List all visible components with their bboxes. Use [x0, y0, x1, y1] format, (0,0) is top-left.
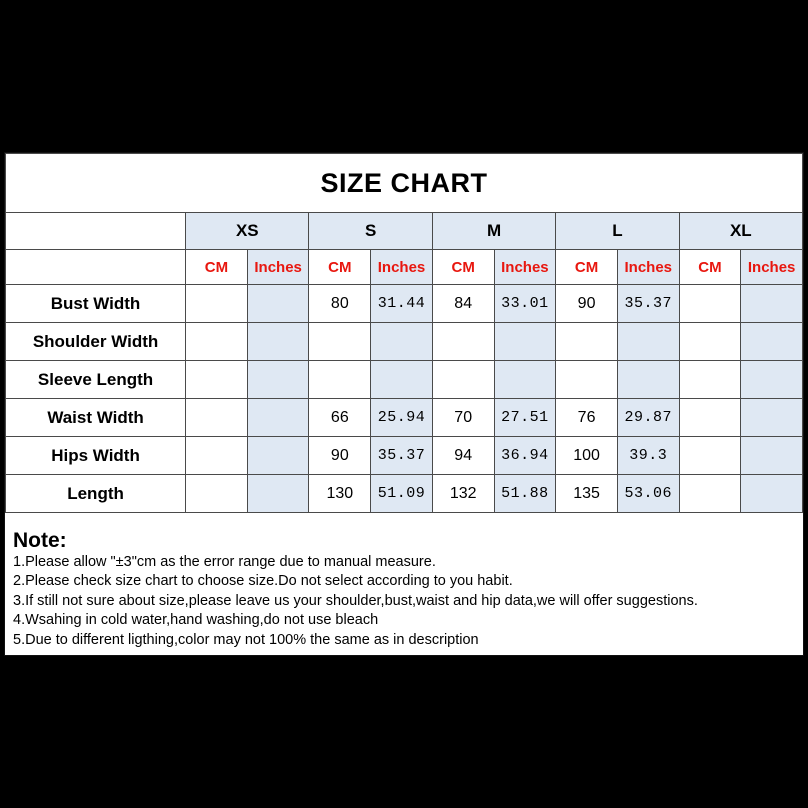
cell-bust-xs-cm	[186, 285, 248, 323]
unit-header-xl-cm: CM	[679, 250, 741, 285]
row-label-shoulder-width: Shoulder Width	[6, 323, 186, 361]
note-title: Note:	[13, 528, 67, 552]
cell-sleeve-l-inches	[617, 361, 679, 399]
cell-shoulder-m-cm	[432, 323, 494, 361]
unit-header-s-inches: Inches	[371, 250, 433, 285]
size-header-xl: XL	[679, 213, 802, 250]
cell-length-m-cm: 132	[432, 475, 494, 513]
cell-hips-s-inches: 35.37	[371, 437, 433, 475]
note-line-5: 5.Due to different ligthing,color may not 100% the same as in description	[13, 631, 479, 648]
cell-sleeve-m-inches	[494, 361, 556, 399]
unit-header-xl-inches: Inches	[741, 250, 803, 285]
corner-cell-2	[6, 250, 186, 285]
cell-shoulder-s-inches	[371, 323, 433, 361]
table-row	[6, 475, 803, 513]
cell-waist-s-inches: 25.94	[371, 399, 433, 437]
cell-bust-xs-inches	[247, 285, 309, 323]
size-header-xs: XS	[186, 213, 309, 250]
table-row	[6, 323, 803, 361]
cell-hips-xs-inches	[247, 437, 309, 475]
size-header-l: L	[556, 213, 679, 250]
cell-sleeve-xs-inches	[247, 361, 309, 399]
unit-header-xs-inches: Inches	[247, 250, 309, 285]
cell-sleeve-s-cm	[309, 361, 371, 399]
cell-shoulder-m-inches	[494, 323, 556, 361]
row-label-hips-width: Hips Width	[6, 437, 186, 475]
cell-bust-m-inches: 33.01	[494, 285, 556, 323]
size-header-s: S	[309, 213, 432, 250]
cell-shoulder-xs-cm	[186, 323, 248, 361]
cell-waist-m-cm: 70	[432, 399, 494, 437]
row-label-sleeve-length: Sleeve Length	[6, 361, 186, 399]
cell-hips-xs-cm	[186, 437, 248, 475]
cell-waist-xs-inches	[247, 399, 309, 437]
cell-length-l-inches: 53.06	[617, 475, 679, 513]
cell-sleeve-m-cm	[432, 361, 494, 399]
row-label-waist-width: Waist Width	[6, 399, 186, 437]
cell-hips-s-cm: 90	[309, 437, 371, 475]
corner-cell	[6, 213, 186, 250]
cell-waist-m-inches: 27.51	[494, 399, 556, 437]
note-section	[5, 525, 803, 656]
page-title: SIZE CHART	[6, 154, 803, 213]
table-row	[6, 361, 803, 399]
cell-shoulder-xs-inches	[247, 323, 309, 361]
cell-waist-s-cm: 66	[309, 399, 371, 437]
cell-waist-xl-cm	[679, 399, 741, 437]
cell-length-xs-cm	[186, 475, 248, 513]
cell-hips-m-inches: 36.94	[494, 437, 556, 475]
note-line-3: 3.If still not sure about size,please leave us your shoulder,bust,waist and hip data,we will offer suggestions.	[13, 592, 698, 609]
cell-bust-s-inches: 31.44	[371, 285, 433, 323]
cell-length-s-cm: 130	[309, 475, 371, 513]
note-line-2: 2.Please check size chart to choose size.Do not select according to you habit.	[13, 573, 513, 589]
cell-shoulder-l-cm	[556, 323, 618, 361]
size-chart-card	[4, 152, 804, 656]
unit-header-s-cm: CM	[309, 250, 371, 285]
cell-bust-l-cm: 90	[556, 285, 618, 323]
cell-bust-s-cm: 80	[309, 285, 371, 323]
note-line-1: 1.Please allow "±3"cm as the error range due to manual measure.	[13, 553, 436, 570]
note-line-4: 4.Wsahing in cold water,hand washing,do not use bleach	[13, 612, 379, 628]
cell-bust-m-cm: 84	[432, 285, 494, 323]
cell-sleeve-s-inches	[371, 361, 433, 399]
cell-length-xl-inches	[741, 475, 803, 513]
cell-waist-xl-inches	[741, 399, 803, 437]
cell-bust-l-inches: 35.37	[617, 285, 679, 323]
cell-hips-l-inches: 39.3	[617, 437, 679, 475]
cell-bust-xl-cm	[679, 285, 741, 323]
size-header-m: M	[432, 213, 555, 250]
unit-header-l-inches: Inches	[617, 250, 679, 285]
table-row	[6, 437, 803, 475]
cell-sleeve-xs-cm	[186, 361, 248, 399]
size-chart-table	[5, 153, 803, 513]
cell-waist-l-cm: 76	[556, 399, 618, 437]
cell-hips-l-cm: 100	[556, 437, 618, 475]
cell-sleeve-xl-cm	[679, 361, 741, 399]
cell-length-xs-inches	[247, 475, 309, 513]
cell-length-m-inches: 51.88	[494, 475, 556, 513]
row-label-bust-width: Bust Width	[6, 285, 186, 323]
cell-length-xl-cm	[679, 475, 741, 513]
table-row	[6, 285, 803, 323]
cell-sleeve-l-cm	[556, 361, 618, 399]
unit-header-row	[6, 250, 803, 285]
cell-shoulder-xl-cm	[679, 323, 741, 361]
cell-length-l-cm: 135	[556, 475, 618, 513]
cell-shoulder-l-inches	[617, 323, 679, 361]
cell-shoulder-s-cm	[309, 323, 371, 361]
unit-header-m-inches: Inches	[494, 250, 556, 285]
cell-hips-xl-inches	[741, 437, 803, 475]
cell-waist-l-inches: 29.87	[617, 399, 679, 437]
unit-header-xs-cm: CM	[186, 250, 248, 285]
cell-sleeve-xl-inches	[741, 361, 803, 399]
size-header-row	[6, 213, 803, 250]
row-label-length: Length	[6, 475, 186, 513]
cell-hips-xl-cm	[679, 437, 741, 475]
unit-header-m-cm: CM	[432, 250, 494, 285]
cell-shoulder-xl-inches	[741, 323, 803, 361]
unit-header-l-cm: CM	[556, 250, 618, 285]
table-title-row	[6, 154, 803, 213]
cell-hips-m-cm: 94	[432, 437, 494, 475]
cell-length-s-inches: 51.09	[371, 475, 433, 513]
cell-waist-xs-cm	[186, 399, 248, 437]
table-row	[6, 399, 803, 437]
cell-bust-xl-inches	[741, 285, 803, 323]
